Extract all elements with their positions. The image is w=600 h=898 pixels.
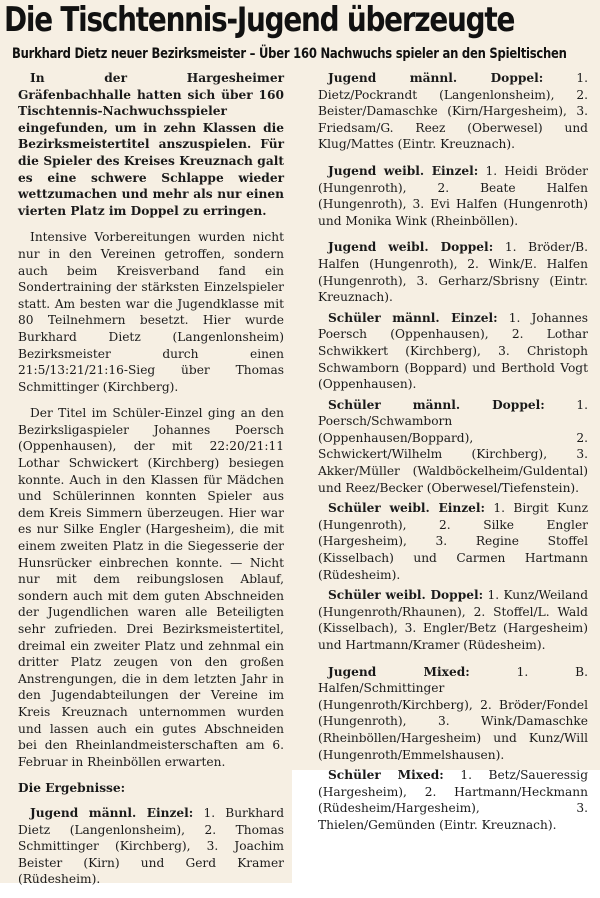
result-text: 1. B. Halfen/Schmittinger (Hungenroth/Kirchberg), 2. Bröder/Fondel (Hungenroth), 3. Wink/Damaschke (Rheinböllen/Hargesheim) und Kunz/Will (Hungenroth/Emmelshausen). (318, 664, 588, 762)
article-column-left (18, 70, 284, 898)
result-category: Jugend Mixed: (328, 664, 470, 679)
result-category: Jugend weibl. Doppel: (328, 240, 494, 255)
result-text: 1. Betz/Saueressig (Hargesheim), 2. Hartmann/Heckmann (Rüdesheim/Hargesheim), 3. Thielen/Gemünden (Eintr. Kreuznach). (318, 768, 589, 832)
body-paragraph: Intensive Vorbereitungen wurden nicht nur in den Vereinen getroffen, sondern auch beim Kreisverband fand ein Sondertraining der stärksten Einzelspieler statt. Am besten war die Jugendklasse mit 80 Teilnehmern besetzt. Hier wurde Burkhard Dietz (Langenlonsheim) Bezirksmeister durch einen 21:5/13:21/21:16-Sieg über Thomas Schmittinger (Kirchberg). (18, 230, 284, 394)
result-category: Schüler Mixed: (328, 768, 444, 783)
result-item (18, 805, 284, 888)
result-text: 1. Poersch/Schwamborn (Oppenhausen/Boppard), 2. Schwickert/Wilhelm (Kirchberg), 3. Akker/Müller (Waldböckelheim/Guldental) und Reez/Becker (Oberwesel/Tiefenstein). (318, 397, 589, 495)
result-item (318, 163, 588, 229)
result-category: Schüler männl. Einzel: (328, 310, 498, 325)
result-item (318, 587, 588, 653)
result-item (318, 767, 588, 833)
result-category: Schüler männl. Doppel: (328, 397, 545, 412)
headline: Die Tischtennis-Jugend überzeugte (4, 0, 515, 40)
result-category: Jugend männl. Einzel: (30, 805, 194, 820)
result-item (318, 664, 588, 764)
result-text: 1. Dietz/Pockrandt (Langenlonsheim), 2. Beister/Damaschke (Kirn/Hargesheim), 3. Friedsam/G. Reez (Oberwesel) und Klug/Mattes (Eintr. Kreuznach). (318, 71, 588, 152)
result-text: 1. Johannes Poersch (Oppenhausen), 2. Lothar Schwikkert (Kirchberg), 3. Christoph Schwamborn (Boppard) und Berthold Vogt (Oppenhausen). (318, 310, 588, 392)
body-paragraph: Der Titel im Schüler-Einzel ging an den Bezirksligaspieler Johannes Poersch (Oppenhausen), der mit 22:20/21:11 Lothar Schwickert (Kirchberg) besiegen konnte. Auch in den Klassen für Mädchen und Schülerinnen konnten Spieler aus dem Kreis Simmern überzeugen. Hier war es nur Silke Engler (Hargesheim), die mit einem zweiten Platz in die Siegesserie der Hunsrücker einbrechen konnte. — Nicht nur mit dem reibungslosen Ablauf, sondern auch mit dem guten Abschneiden der Jugendlichen waren alle Beteiligten sehr zufrieden. Drei Bezirksmeistertitel, dreimal ein zweiter Platz und zehnmal ein dritter Platz zeugen von den großen Anstrengungen, die in dem letzten Jahr in den Jugendabteilungen der Vereine im Kreis Kreuznach unternommen wurden und lassen auch ein gutes Abschneiden bei den Rheinlandmeisterschaften am 6. Februar in Rheinböllen erwarten. (18, 406, 284, 769)
article-column-right (318, 70, 588, 844)
result-item (318, 397, 588, 497)
result-text: 1. Kunz/Weiland (Hungenroth/Rhaunen), 2. Stoffel/L. Wald (Kisselbach), 3. Engler/Betz (Hargesheim) und Hartmann/Kramer (Rüdesheim). (318, 588, 588, 652)
results-heading: Die Ergebnisse: (18, 781, 126, 796)
result-text: 1. Heidi Bröder (Hungenroth), 2. Beate Halfen (Hungenroth), 3. Evi Halfen (Hungenroth) und Monika Wink (Rheinböllen). (318, 163, 588, 228)
result-item (318, 239, 588, 305)
result-item (318, 500, 588, 583)
result-text: 1. Burkhard Dietz (Langenlonsheim), 2. Thomas Schmittinger (Kirchberg), 3. Joachim Beister (Kirn) und Gerd Kramer (Rüdesheim). (18, 805, 285, 887)
result-text: 1. Bröder/B. Halfen (Hungenroth), 2. Wink/E. Halfen (Hungenroth), 3. Gerharz/Sbrisny (Eintr. Kreuznach). (318, 240, 589, 305)
result-text: 1. Birgit Kunz (Hungenroth), 2. Silke Engler (Hargesheim), 3. Regine Stoffel (Kisselbach) und Carmen Hartmann (Rüdesheim). (318, 501, 588, 582)
result-item (318, 70, 588, 153)
result-category: Schüler weibl. Doppel: (328, 588, 484, 603)
result-category: Jugend männl. Doppel: (328, 71, 544, 85)
result-item (318, 310, 588, 393)
subheadline: Burkhard Dietz neuer Bezirksmeister – Über 160 Nachwuchs spieler an den Spieltischen (12, 46, 567, 62)
result-category: Schüler weibl. Einzel: (328, 501, 486, 516)
result-category: Jugend weibl. Einzel: (328, 163, 479, 178)
lead-paragraph: In der Hargesheimer Gräfenbachhalle hatten sich über 160 Tischtennis-Nachwuchsspieler eingefunden, um in zehn Klassen die Bezirksmeistertitel anszuspielen. Für die Spieler des Kreises Kreuznach galt es eine schwere Schlappe wieder wettzumachen und mehr als nur einen vierten Platz im Doppel zu erringen. (18, 71, 284, 218)
